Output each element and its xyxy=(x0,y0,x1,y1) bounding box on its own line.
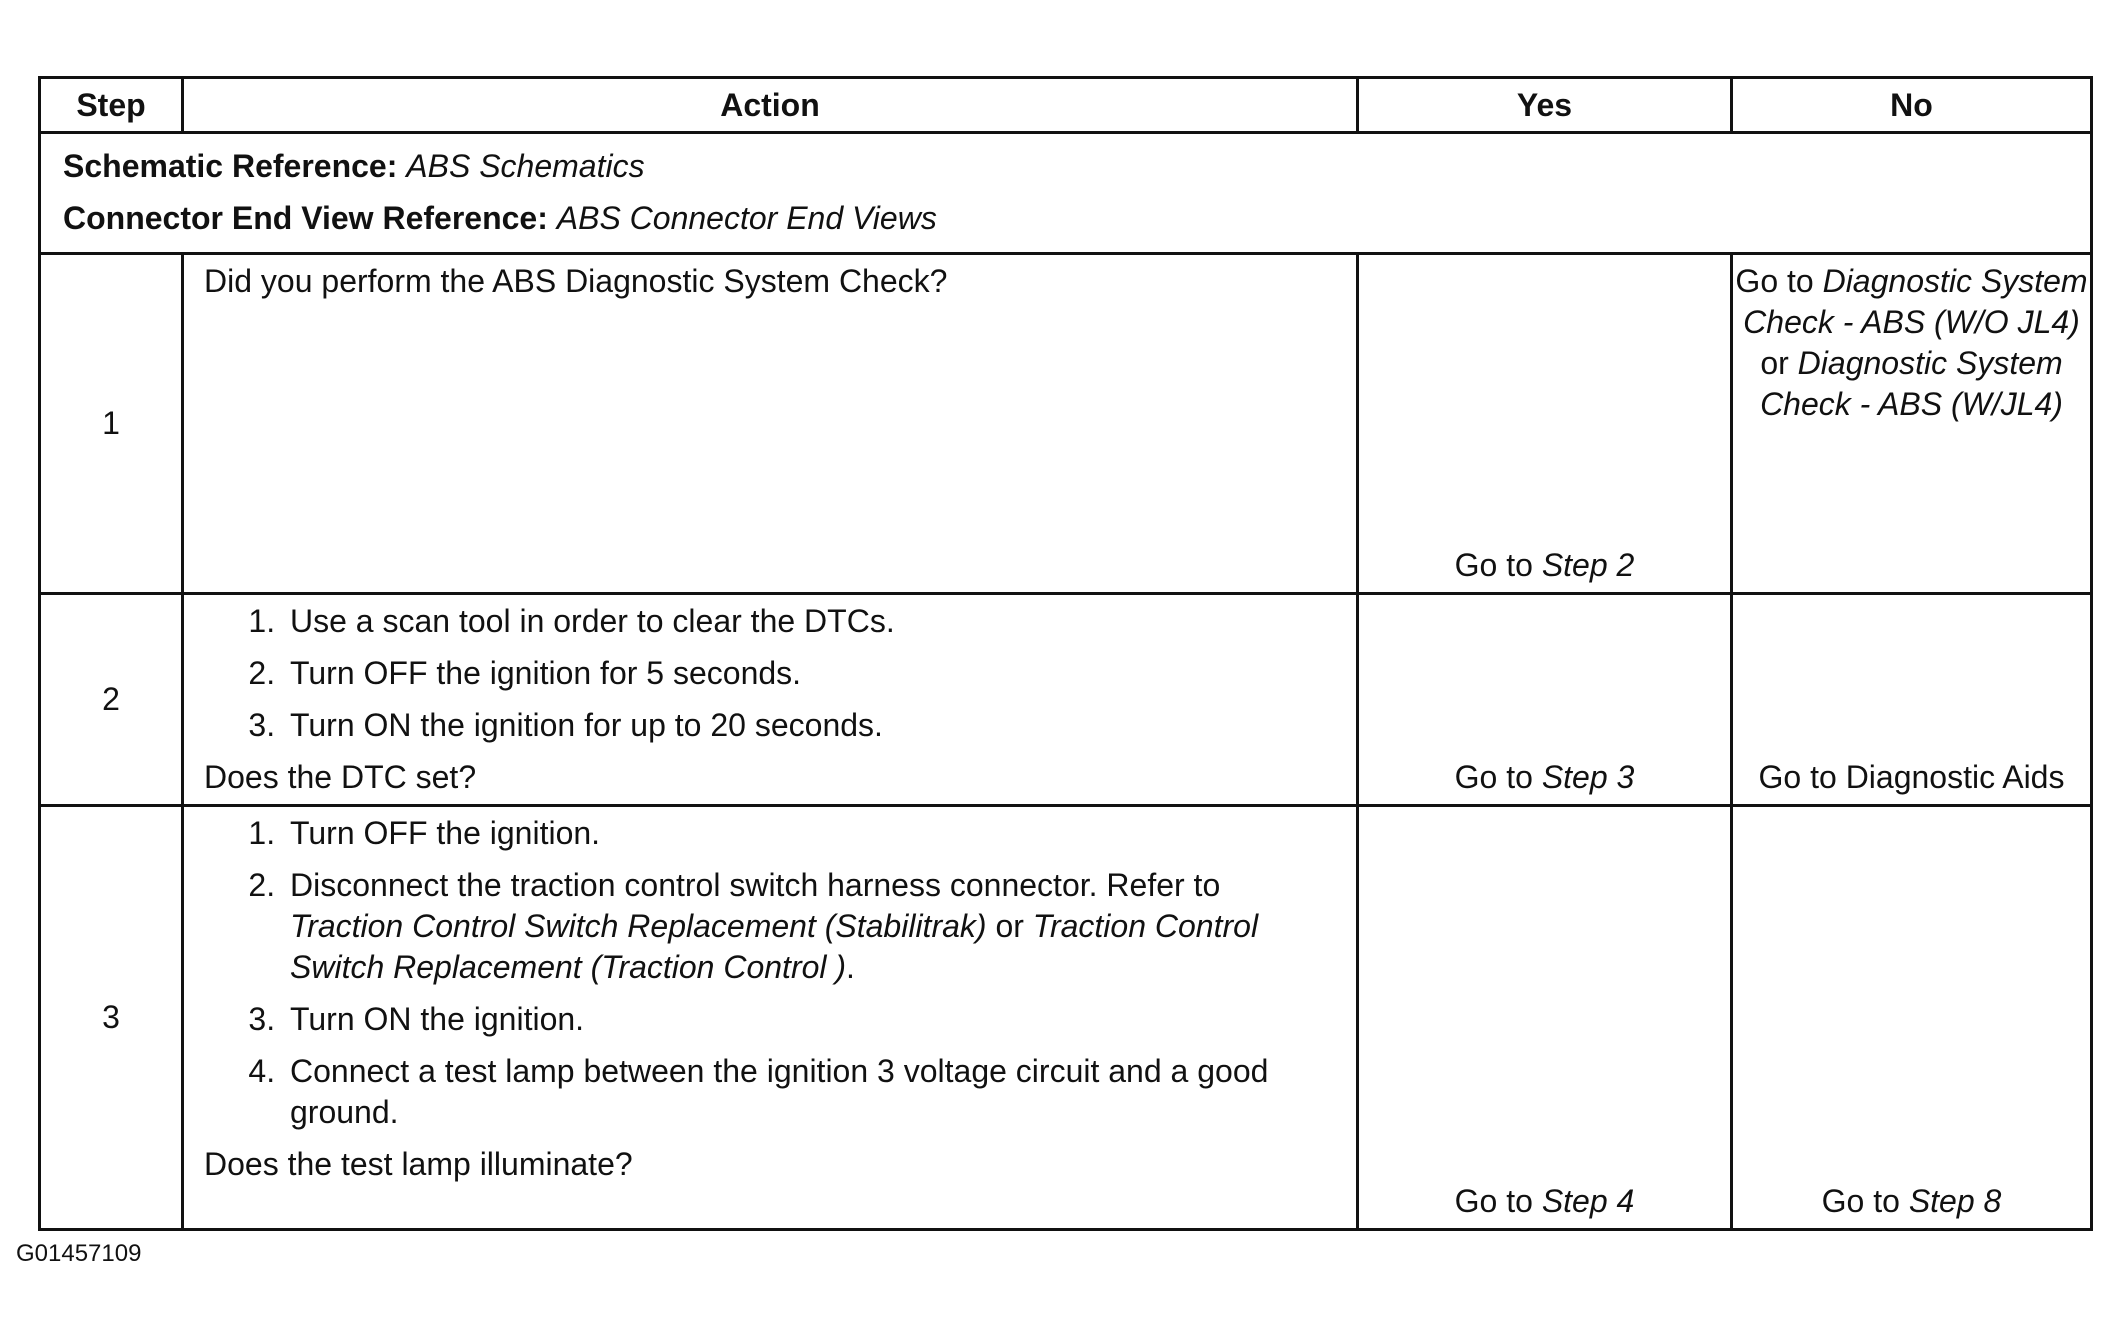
list-item: 2. Turn OFF the ignition for 5 seconds. xyxy=(284,653,1336,694)
action-cell xyxy=(183,594,1358,806)
procedure-link-2[interactable]: Traction Control Switch Replacement (Traction Control ) xyxy=(290,908,1259,985)
yes-prefix: Go to xyxy=(1454,547,1533,583)
list-item-end: . xyxy=(846,949,855,985)
connector-reference-label: Connector End View Reference: xyxy=(63,200,548,236)
reference-cell xyxy=(40,133,2092,254)
yes-cell xyxy=(1358,254,1732,594)
list-item: 3. Turn ON the ignition. xyxy=(284,999,1336,1040)
header-yes: Yes xyxy=(1358,78,1732,133)
step-number: 2 xyxy=(40,594,183,806)
list-item: 1. Use a scan tool in order to clear the DTCs. xyxy=(284,601,1336,642)
table-row xyxy=(40,254,2092,594)
figure-id: G01457109 xyxy=(16,1240,142,1267)
no-cell xyxy=(1732,254,2092,594)
list-item-joiner: or xyxy=(995,908,1024,944)
schematic-reference-link[interactable]: ABS Schematics xyxy=(406,148,645,184)
yes-link[interactable]: Step 4 xyxy=(1541,1183,1635,1219)
diagnostic-table xyxy=(38,76,2093,1231)
list-item: 4. Connect a test lamp between the ignition 3 voltage circuit and a good ground. xyxy=(284,1051,1336,1133)
action-list xyxy=(204,601,1336,746)
no-cell xyxy=(1732,594,2092,806)
schematic-reference xyxy=(63,140,2068,192)
table-row xyxy=(40,594,2092,806)
connector-reference-link[interactable]: ABS Connector End Views xyxy=(556,200,937,236)
action-cell xyxy=(183,806,1358,1230)
step-question: Did you perform the ABS Diagnostic System Check? xyxy=(204,263,948,299)
list-item: 1. Turn OFF the ignition. xyxy=(284,813,1336,854)
yes-prefix: Go to xyxy=(1454,1183,1533,1219)
table-row xyxy=(40,806,2092,1230)
yes-cell xyxy=(1358,594,1732,806)
step-number: 1 xyxy=(40,254,183,594)
procedure-link-1[interactable]: Traction Control Switch Replacement (Stabilitrak) xyxy=(290,908,987,944)
no-prefix: Go to xyxy=(1735,263,1814,299)
no-joiner: or xyxy=(1760,345,1789,381)
no-link[interactable]: Step 8 xyxy=(1908,1183,2002,1219)
yes-prefix: Go to xyxy=(1454,759,1533,795)
step-question: Does the test lamp illuminate? xyxy=(204,1146,633,1182)
schematic-reference-label: Schematic Reference: xyxy=(63,148,398,184)
header-action: Action xyxy=(183,78,1358,133)
header-step: Step xyxy=(40,78,183,133)
yes-link[interactable]: Step 3 xyxy=(1541,759,1635,795)
header-no: No xyxy=(1732,78,2092,133)
reference-row xyxy=(40,133,2092,254)
header-row xyxy=(40,78,2092,133)
no-prefix: Go to xyxy=(1821,1183,1900,1219)
action-cell xyxy=(183,254,1358,594)
step-number: 3 xyxy=(40,806,183,1230)
yes-cell xyxy=(1358,806,1732,1230)
no-link-1[interactable]: Diagnostic System Check - ABS (W/O JL4) xyxy=(1743,263,2088,340)
list-item-text: Disconnect the traction control switch harness connector. Refer to xyxy=(290,867,1221,903)
action-list xyxy=(204,813,1336,1133)
no-link-2[interactable]: Diagnostic System Check - ABS (W/JL4) xyxy=(1760,345,2063,422)
step-question: Does the DTC set? xyxy=(204,759,477,795)
yes-link[interactable]: Step 2 xyxy=(1541,547,1635,583)
no-link[interactable]: Go to Diagnostic Aids xyxy=(1758,759,2065,795)
list-item xyxy=(284,865,1336,988)
connector-reference xyxy=(63,192,2068,244)
no-cell xyxy=(1732,806,2092,1230)
list-item: 3. Turn ON the ignition for up to 20 seconds. xyxy=(284,705,1336,746)
